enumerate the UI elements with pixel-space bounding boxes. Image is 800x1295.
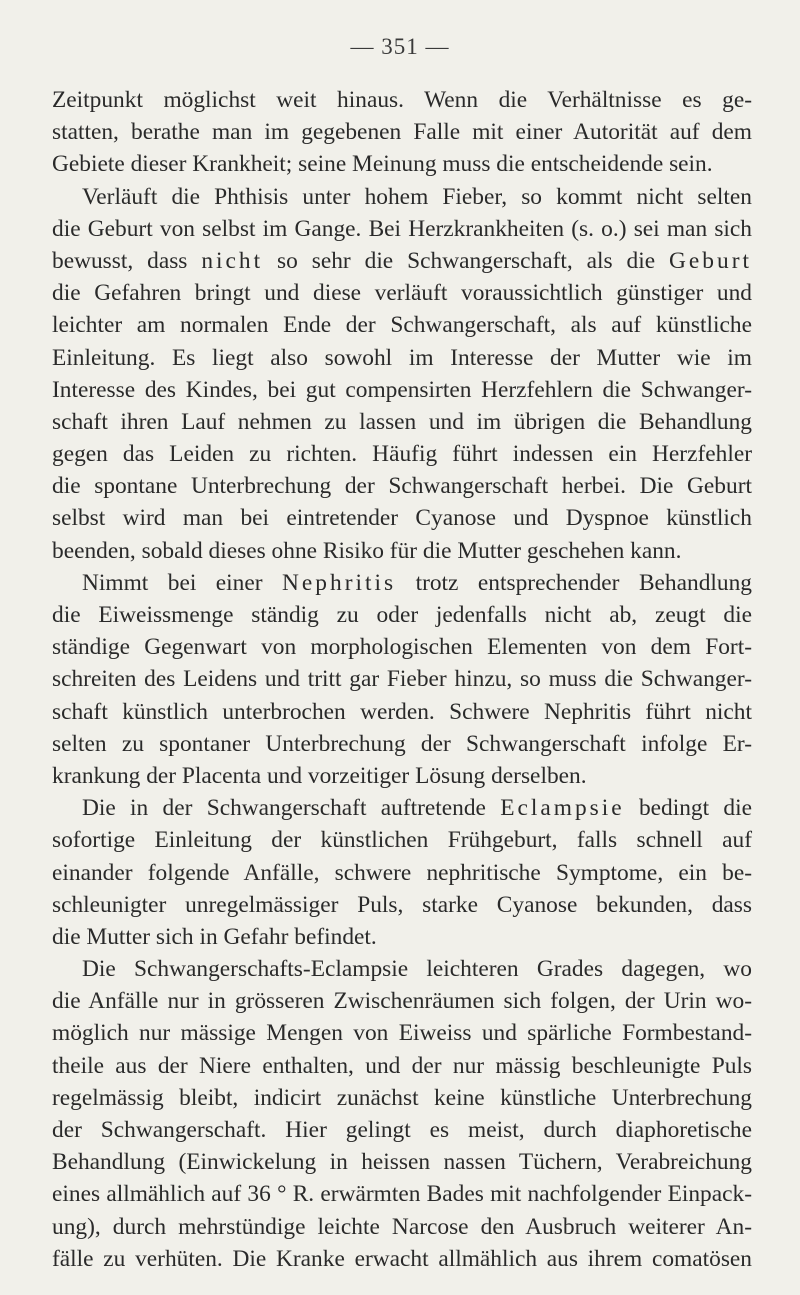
text-segment: ung), durch mehrstündige leichte Narcose den Ausbruch weiterer An- (52, 1213, 752, 1240)
text-segment: regelmässig bleibt, indicirt zunächst keine künstliche Unterbrechung (52, 1084, 752, 1111)
text-segment: bedingt die (624, 795, 752, 822)
text-segment: die Mutter sich in Gefahr befindet. (52, 923, 377, 950)
text-line (52, 245, 752, 277)
text-line (52, 889, 752, 921)
text-segment: leichter am normalen Ende der Schwangerschaft, als auf künstliche (52, 312, 752, 339)
text-segment: Zeitpunkt möglichst weit hinaus. Wenn die Verhältnisse es ge- (52, 87, 752, 113)
text-line (52, 985, 752, 1017)
text-line (52, 599, 752, 631)
text-line (52, 760, 752, 792)
text-segment: sofortige Einleitung der künstlichen Frühgeburt, falls schnell auf (52, 827, 752, 854)
text-segment: Einleitung. Es liegt also sowohl im Interesse der Mutter wie im (52, 344, 752, 371)
text-line (52, 1114, 752, 1146)
text-segment: eines allmählich auf 36 ° R. erwärmten Bades mit nachfolgender Einpack- (52, 1181, 752, 1208)
text-segment: selten zu spontaner Unterbrechung der Schwangerschaft infolge Er- (52, 730, 752, 757)
emphasized-term: Geburt (669, 247, 752, 274)
emphasized-term: Eclampsie (500, 795, 625, 822)
emphasized-term: Nephritis (282, 569, 397, 596)
text-segment: Nimmt bei einer (82, 569, 283, 596)
text-segment: die Anfälle nur in grösseren Zwischenräumen sich folgen, der Urin wo- (52, 988, 752, 1015)
text-line (52, 502, 752, 534)
text-line (52, 728, 752, 760)
body-text (52, 84, 752, 1275)
text-line (52, 438, 752, 470)
text-line (52, 406, 752, 438)
text-line (52, 1211, 752, 1243)
text-segment: Gebiete dieser Krankheit; seine Meinung muss die entscheidende sein. (52, 151, 713, 178)
text-line (52, 342, 752, 374)
text-line (52, 309, 752, 341)
text-segment: ständige Gegenwart von morphologischen Elementen von dem Fort- (52, 634, 752, 661)
text-segment: schaft ihren Lauf nehmen zu lassen und im übrigen die Behandlung (52, 408, 752, 435)
text-segment: Die Schwangerschafts-Eclampsie leichteren Grades dagegen, wo (82, 956, 752, 983)
text-line (52, 1146, 752, 1178)
text-segment: krankung der Placenta und vorzeitiger Lösung derselben. (52, 762, 587, 789)
page-number: — 351 — (350, 34, 450, 59)
text-line (52, 116, 752, 148)
text-segment: fälle zu verhüten. Die Kranke erwacht allmählich aus ihrem comatösen (52, 1245, 752, 1272)
text-segment: die Gefahren bringt und diese verläuft voraussichtlich günstiger und (52, 280, 752, 307)
text-line (52, 1082, 752, 1114)
text-line (52, 84, 752, 116)
text-line (52, 631, 752, 663)
text-segment: Verläuft die Phthisis unter hohem Fieber, so kommt nicht selten (82, 183, 752, 210)
text-line (52, 148, 752, 180)
text-line (52, 1243, 752, 1275)
text-line (52, 792, 752, 824)
text-segment: Die in der Schwangerschaft auftretende (82, 795, 501, 822)
text-line (52, 696, 752, 728)
text-line (52, 953, 752, 985)
text-segment: bewusst, dass (52, 247, 202, 274)
text-segment: einander folgende Anfälle, schwere nephritische Symptome, ein be- (52, 859, 752, 886)
text-segment: gegen das Leiden zu richten. Häufig führt indessen ein Herzfehler (52, 441, 752, 468)
text-line (52, 567, 752, 599)
text-segment: schaft künstlich unterbrochen werden. Schwere Nephritis führt nicht (52, 698, 752, 725)
text-line (52, 663, 752, 695)
text-line (52, 374, 752, 406)
text-line (52, 857, 752, 889)
text-line (52, 1178, 752, 1210)
text-segment: so sehr die Schwangerschaft, als die (263, 247, 670, 274)
text-segment: die Eiweissmenge ständig zu oder jedenfalls nicht ab, zeugt die (52, 602, 752, 628)
text-segment: trotz entsprechender Behandlung (396, 569, 752, 596)
text-segment: selbst wird man bei eintretender Cyanose und Dyspnoe künstlich (52, 505, 752, 532)
text-segment: schreiten des Leidens und tritt gar Fieber hinzu, so muss die Schwanger- (52, 666, 752, 693)
text-segment: die spontane Unterbrechung der Schwangerschaft herbei. Die Geburt (52, 473, 752, 500)
text-segment: Interesse des Kindes, bei gut compensirten Herzfehlern die Schwanger- (52, 376, 752, 403)
text-line (52, 1050, 752, 1082)
text-segment: schleunigter unregelmässiger Puls, starke Cyanose bekunden, dass (52, 891, 752, 918)
text-segment: möglich nur mässige Mengen von Eiweiss und spärliche Formbestand- (52, 1020, 752, 1047)
text-segment: theile aus der Niere enthalten, und der nur mässig beschleunigte Puls (52, 1052, 752, 1079)
text-segment: beenden, sobald dieses ohne Risiko für die Mutter geschehen kann. (52, 537, 682, 564)
text-segment: statten, berathe man im gegebenen Falle mit einer Autorität auf dem (52, 119, 752, 146)
text-line (52, 213, 752, 245)
text-line (52, 470, 752, 502)
text-line (52, 181, 752, 213)
text-segment: Behandlung (Einwickelung in heissen nassen Tüchern, Verabreichung (52, 1149, 752, 1176)
text-line (52, 921, 752, 953)
text-line (52, 277, 752, 309)
text-segment: der Schwangerschaft. Hier gelingt es meist, durch diaphoretische (52, 1117, 752, 1143)
text-line (52, 535, 752, 567)
text-line (52, 824, 752, 856)
emphasized-term: nicht (201, 247, 264, 274)
text-line (52, 1017, 752, 1049)
text-segment: die Geburt von selbst im Gange. Bei Herzkrankheiten (s. o.) sei man sich (52, 215, 752, 242)
